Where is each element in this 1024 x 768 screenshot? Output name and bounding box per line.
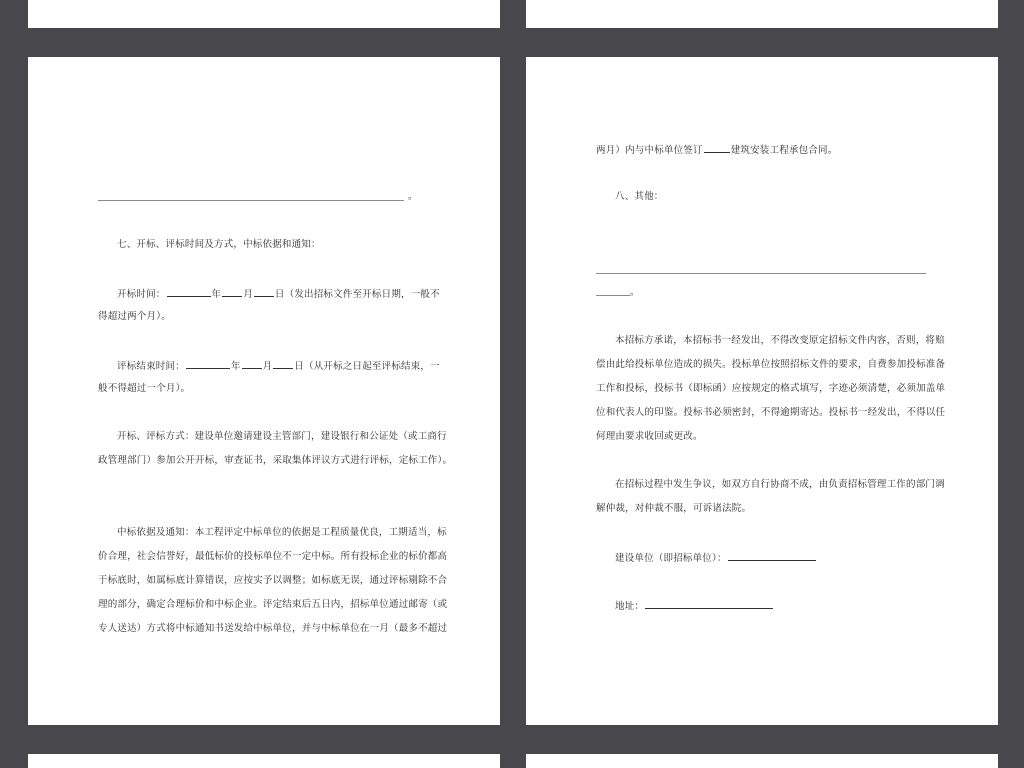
basis-line-1: 中标依据及通知：本工程评定中标单位的依据是工程质量优良，工期适当，标 (117, 527, 447, 538)
month-blank (242, 359, 262, 369)
eval-end-label: 评标结束时间： (117, 361, 185, 372)
commit-line-5: 何理由要求收回或更改。 (596, 431, 703, 442)
blank-period: 。 (630, 287, 640, 298)
year-blank (186, 359, 230, 369)
blank-fill-line (596, 273, 926, 274)
open-time-label: 开标时间： (117, 289, 166, 300)
month-text: 月 (262, 361, 273, 372)
blank-fill-line (98, 200, 404, 201)
commit-line-1: 本招标方承诺，本招标书一经发出，不得改变原定招标文件内容，否则，将赔 (615, 335, 945, 346)
basis-line-5: 专人送达）方式将中标通知书送发给中标单位，并与中标单位在一月（最多不超过 (98, 623, 448, 634)
month-blank (222, 287, 242, 297)
document-page-right (526, 57, 998, 725)
eval-end-line-2: 般不得超过一个月）。 (98, 383, 191, 394)
eval-end-line (117, 359, 440, 373)
day-text: 日（发出招标文件至开标日期，一般不 (274, 289, 440, 300)
basis-line-3: 于标底时，如属标底计算错误，应按实予以调整；如标底无误，通过评标剔除不合 (98, 575, 448, 586)
address-blank (645, 599, 773, 609)
section-7-heading: 七、开标、评标时间及方式，中标依据和通知： (117, 239, 321, 250)
document-page-left (28, 57, 500, 725)
basis-line-2: 价合理，社会信誉好，最低标价的投标单位不一定中标。所有投标企业的标价都高 (98, 551, 448, 562)
method-line-1: 开标、评标方式：建设单位邀请建设主管部门，建设银行和公证处（或工商行 (117, 431, 447, 442)
day-blank (254, 287, 274, 297)
commit-line-2: 偿由此给投标单位造成的损失。投标单位按照招标文件的要求，自费参加投标准备 (596, 359, 946, 370)
year-text: 年 (211, 289, 222, 300)
contract-blank (704, 143, 730, 153)
day-text: 日（从开标之日起至评标结束，一 (294, 361, 440, 372)
next-page-left (28, 754, 500, 768)
blank-fill-line-short (596, 295, 630, 296)
address-label: 地址： (615, 601, 645, 612)
blank-period: 。 (408, 191, 418, 202)
previous-page-right (526, 0, 998, 28)
builder-label: 建设单位（即招标单位）： (615, 553, 727, 564)
basis-line-4: 理的部分，确定合理标价和中标企业。评定结束后五日内，招标单位通过邮寄（或 (98, 599, 448, 610)
method-line-2: 政管理部门）参加公开开标，审查证书，采取集体评议方式进行评标，定标工作）。 (98, 455, 453, 466)
contract-text-b: 建筑安装工程承包合同。 (730, 145, 838, 156)
contract-text-a: 两月）内与中标单位签订 (596, 145, 703, 156)
builder-blank (728, 551, 816, 561)
next-page-right (526, 754, 998, 768)
day-blank (273, 359, 293, 369)
section-8-heading: 八、其他： (615, 191, 664, 202)
contract-line (596, 143, 837, 157)
address-line (615, 599, 774, 613)
commit-line-3: 工作和投标，投标书（即标函）应按规定的格式填写，字迹必须清楚，必须加盖单 (596, 383, 946, 394)
builder-line (615, 551, 817, 565)
open-time-line-2: 得超过两个月）。 (98, 311, 171, 322)
month-text: 月 (243, 289, 253, 300)
previous-page-left (28, 0, 500, 28)
year-blank (167, 287, 211, 297)
open-time-line (117, 287, 440, 301)
commit-line-4: 位和代表人的印鉴。投标书必须密封，不得逾期寄达。投标书一经发出，不得以任 (596, 407, 946, 418)
year-text: 年 (230, 361, 241, 372)
dispute-line-2: 解仲裁，对仲裁不服，可诉诸法院。 (596, 503, 752, 514)
dispute-line-1: 在招标过程中发生争议，如双方自行协商不成，由负责招标管理工作的部门调 (615, 479, 945, 490)
